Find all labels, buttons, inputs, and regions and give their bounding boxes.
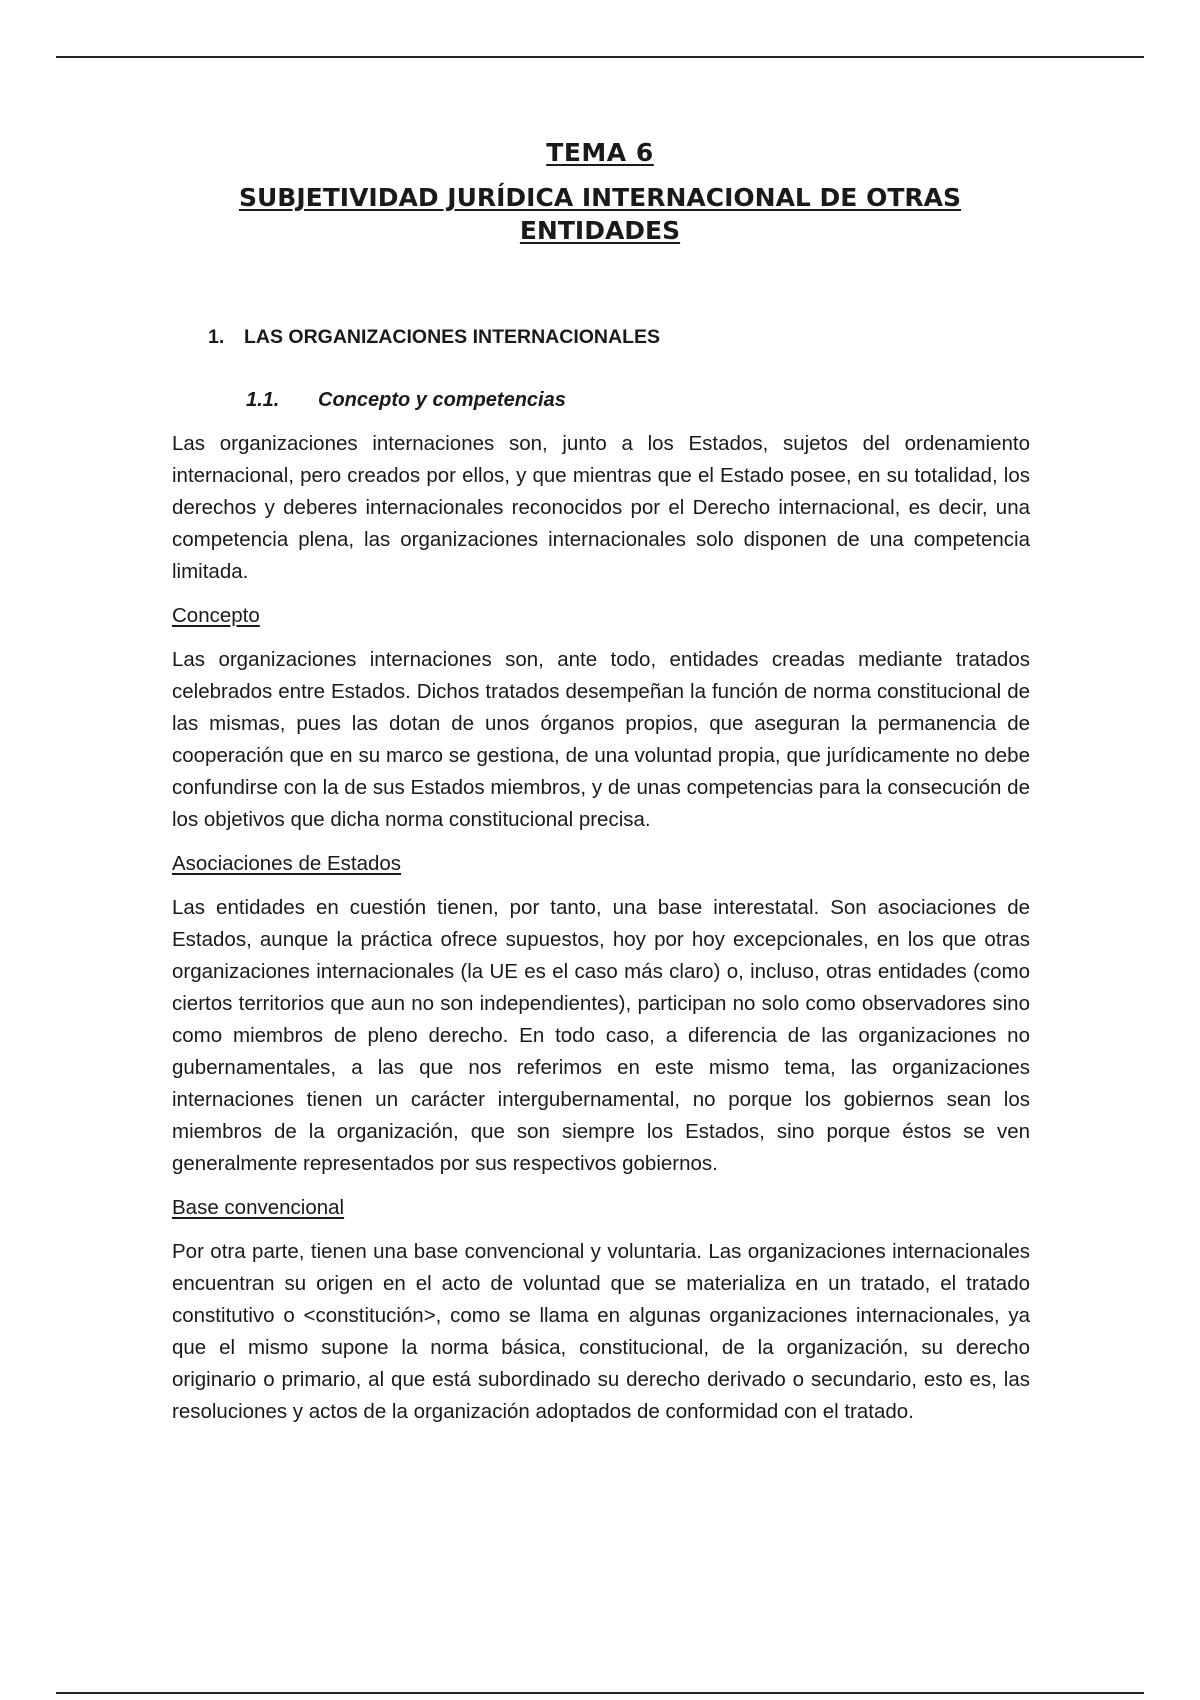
document-body	[172, 320, 1030, 1440]
subsection-heading	[246, 384, 1030, 416]
page-title: TEMA 6	[546, 138, 654, 167]
concepto-label: Concepto	[172, 604, 260, 627]
section-title: LAS ORGANIZACIONES INTERNACIONALES	[244, 326, 661, 348]
bottom-rule	[56, 1692, 1144, 1694]
intro-paragraph: Las organizaciones internaciones son, junto a los Estados, sujetos del ordenamiento internacional, pero creados por ellos, y que mientras que el Estado posee, en su totalidad, los derechos y deberes internacionales reconocidos por el Derecho internacional, es decir, una competencia plena, las organizaciones internacionales solo disponen de una competencia limitada.	[172, 432, 1030, 583]
asociaciones-paragraph: Las entidades en cuestión tienen, por tanto, una base interestatal. Son asociaciones de Estados, aunque la práctica ofrece supuestos, hoy por hoy excepcionales, en los que otras organizaciones internacionales (la UE es el caso más claro) o, incluso, otras entidades (como ciertos territorios que aun no son independientes), participan no solo como observadores sino como miembros de pleno derecho. En todo caso, a diferencia de las organizaciones no gubernamentales, a las que nos referimos en este mismo tema, las organizaciones internaciones tienen un carácter intergubernamental, no porque los gobiernos sean los miembros de la organización, que son siempre los Estados, sino porque éstos se ven generalmente representados por sus respectivos gobiernos.	[172, 896, 1030, 1175]
asociaciones-label: Asociaciones de Estados	[172, 852, 402, 875]
subsection-number: 1.1.	[246, 389, 280, 411]
section-number: 1.	[208, 326, 225, 348]
section-heading	[208, 320, 1030, 354]
top-rule	[56, 56, 1144, 58]
base-convencional-label: Base convencional	[172, 1196, 345, 1219]
base-convencional-paragraph: Por otra parte, tienen una base convencional y voluntaria. Las organizaciones internacionales encuentran su origen en el acto de voluntad que se materializa en un tratado, el tratado constitutivo o <constitución>, como se llama en algunas organizaciones internacionales, ya que el mismo supone la norma básica, constitucional, de la organización, su derecho originario o primario, al que está subordinado su derecho derivado o secundario, esto es, las resoluciones y actos de la organización adoptados de conformidad con el tratado.	[172, 1240, 1030, 1423]
concepto-paragraph: Las organizaciones internaciones son, ante todo, entidades creadas mediante tratados celebrados entre Estados. Dichos tratados desempeñan la función de norma constitucional de las mismas, pues las dotan de unos órganos propios, que aseguran la permanencia de cooperación que en su marco se gestiona, de una voluntad propia, que jurídicamente no debe confundirse con la de sus Estados miembros, y de unas competencias para la consecución de los objetivos que dicha norma constitucional precisa.	[172, 648, 1030, 831]
subsection-title: Concepto y competencias	[318, 389, 566, 411]
page-subtitle: SUBJETIVIDAD JURÍDICA INTERNACIONAL DE OTRAS ENTIDADES	[238, 183, 962, 245]
title-block	[0, 138, 1200, 247]
